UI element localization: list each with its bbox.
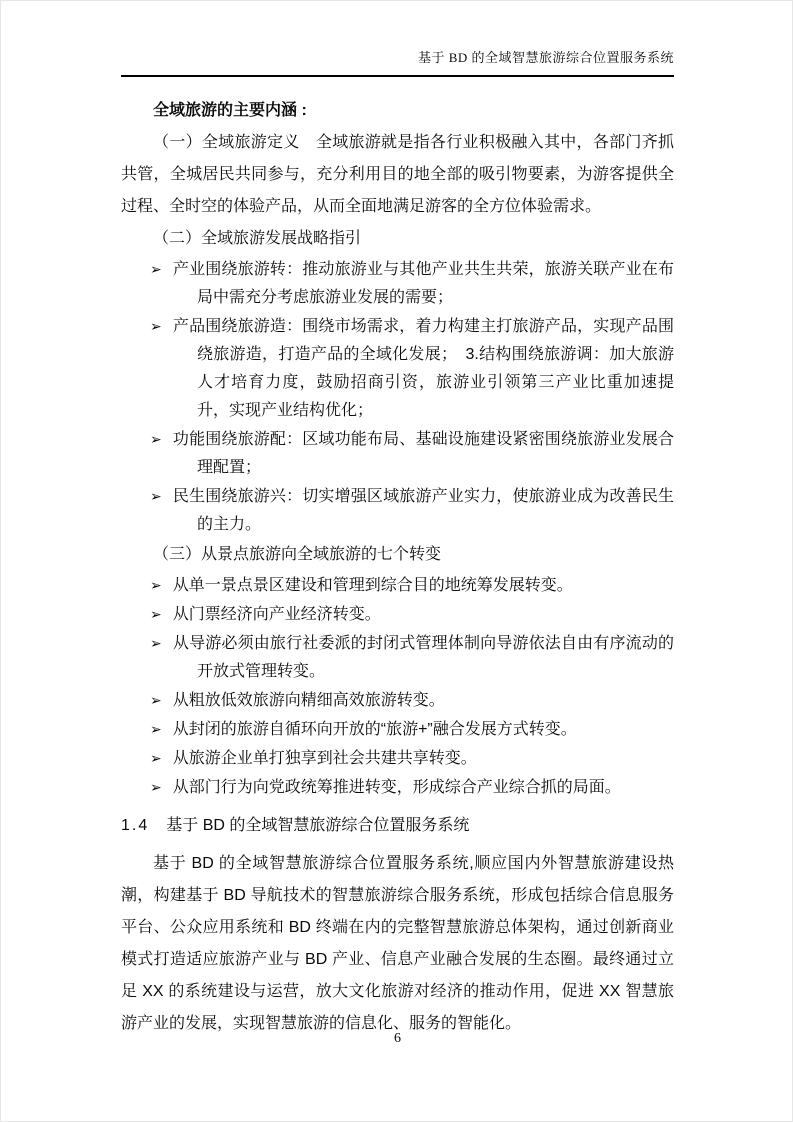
bullet-item — [121, 715, 674, 744]
page-header-title: 基于 BD 的全域智慧旅游综合位置服务系统 — [121, 47, 674, 77]
bullet-item — [121, 312, 674, 425]
section-heading — [121, 810, 674, 842]
document-body — [121, 95, 674, 1040]
bullet-item — [121, 425, 674, 482]
bullet-item — [121, 629, 674, 686]
section-title: 基于 BD 的全域智慧旅游综合位置服务系统 — [166, 817, 470, 834]
bullet-text: 从粗放低效旅游向精细高效旅游转变。 — [172, 692, 445, 709]
bullet-arrow-icon: ➢ — [150, 488, 162, 504]
bullet-arrow-icon: ➢ — [150, 318, 162, 334]
paragraph: （三）从景点旅游向全域旅游的七个转变 — [153, 546, 442, 563]
bullet-text: 产品围绕旅游造：围绕市场需求，着力构建主打旅游产品，实现产品围绕旅游造，打造产品的全域化发展； 3.结构围绕旅游调：加大旅游人才培育力度，鼓励招商引资，旅游业引领第三产业比重加速提升，实现产业结构优化； — [172, 318, 674, 419]
bullet-text: 从单一景点景区建设和管理到综合目的地统筹发展转变。 — [172, 577, 573, 594]
section-number: 1.4 — [121, 817, 150, 834]
bullet-arrow-icon: ➢ — [150, 261, 162, 277]
paragraph: （一）全域旅游定义 全域旅游就是指各行业积极融入其中，各部门齐抓共管，全城居民共同参与，充分利用目的地全部的吸引物要素，为游客提供全过程、全时空的体验产品，从而全面地满足游客的全方位体验需求。 — [121, 134, 674, 215]
bold-heading: 全域旅游的主要内涵 : — [153, 102, 307, 119]
bullet-item — [121, 773, 674, 802]
bullet-text: 从导游必须由旅行社委派的封闭式管理体制向导游依法自由有序流动的开放式管理转变。 — [172, 635, 674, 680]
bullet-arrow-icon: ➢ — [150, 721, 162, 737]
paragraph: 基于 BD 的全域智慧旅游综合位置服务系统,顺应国内外智慧旅游建设热潮，构建基于 BD 导航技术的智慧旅游综合服务系统，形成包括综合信息服务平台、公众应用系统和 BD 终端在内的完整智慧旅游总体架构，通过创新商业模式打造适应旅游产业与 BD 产业、信息产业融合发展的生态圈。最终通过立足 XX 的系统建设与运营，放大文化旅游对经济的推动作用，促进 XX 智慧旅游产业的发展，实现智慧旅游的信息化、服务的智能化。 — [121, 855, 674, 1032]
bullet-item — [121, 686, 674, 715]
bullet-arrow-icon: ➢ — [150, 606, 162, 622]
bullet-arrow-icon: ➢ — [150, 692, 162, 708]
bullet-item — [121, 571, 674, 600]
bullet-arrow-icon: ➢ — [150, 750, 162, 766]
bullet-text: 从部门行为向党政统筹推进转变，形成综合产业综合抓的局面。 — [172, 779, 621, 796]
bullet-arrow-icon: ➢ — [150, 577, 162, 593]
paragraph: （二）全域旅游发展战略指引 — [153, 230, 362, 247]
bullet-item — [121, 482, 674, 539]
bullet-text: 从旅游企业单打独享到社会共建共享转变。 — [172, 750, 477, 767]
bullet-item — [121, 255, 674, 312]
bullet-arrow-icon: ➢ — [150, 431, 162, 447]
bullet-text: 功能围绕旅游配：区域功能布局、基础设施建设紧密围绕旅游业发展合理配置； — [172, 431, 674, 476]
page-number: 6 — [394, 1031, 401, 1046]
bullet-text: 从门票经济向产业经济转变。 — [172, 606, 381, 623]
bullet-item — [121, 744, 674, 773]
bullet-arrow-icon: ➢ — [150, 635, 162, 651]
bullet-text: 民生围绕旅游兴：切实增强区域旅游产业实力，使旅游业成为改善民生的主力。 — [172, 488, 674, 533]
bullet-text: 从封闭的旅游自循环向开放的“旅游+”融合发展方式转变。 — [172, 721, 577, 738]
bullet-arrow-icon: ➢ — [150, 779, 162, 795]
bullet-text: 产业围绕旅游转：推动旅游业与其他产业共生共荣，旅游关联产业在布局中需充分考虑旅游业发展的需要； — [172, 261, 674, 306]
bullet-item — [121, 600, 674, 629]
